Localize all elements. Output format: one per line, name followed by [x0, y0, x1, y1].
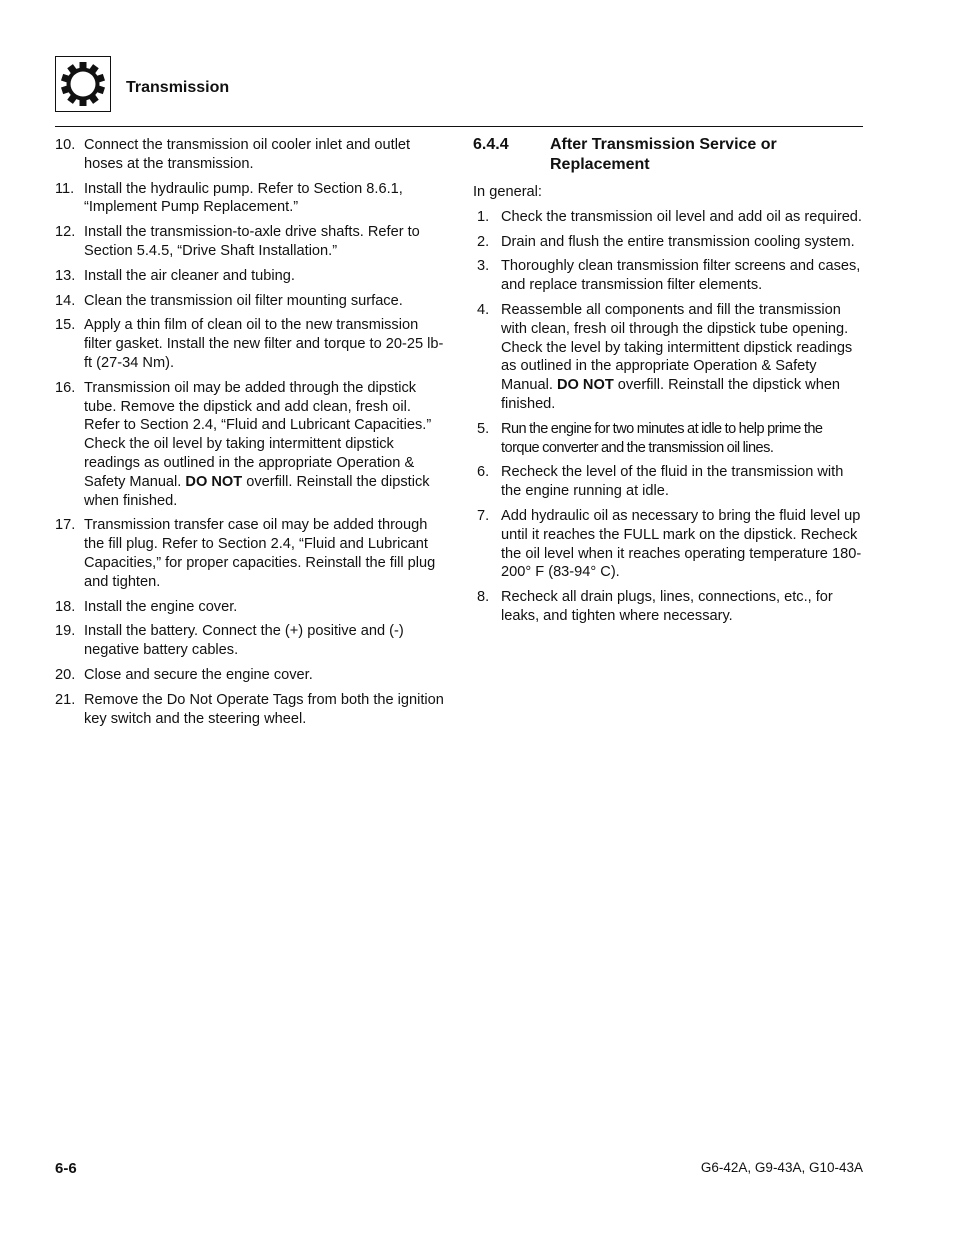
list-item — [55, 292, 447, 311]
page-section-title: Transmission — [126, 79, 230, 96]
service-steps-list — [473, 208, 863, 626]
list-item-text — [501, 209, 862, 225]
emphasis-text: DO NOT — [185, 473, 243, 490]
right-column — [473, 136, 863, 632]
list-item — [55, 267, 447, 286]
text-run: Reassemble all components and fill the transmission with clean, fresh oil through the dipstick tube opening. Check the level by taking intermittent dipstick readings as outlined in the appropriate Operation & Safety Manual. — [501, 301, 853, 394]
text-run: Add hydraulic oil as necessary to bring the fluid level up until it reaches the FULL mark on the dipstick. Recheck the oil level when it reaches operating temperature 180-200° F (83-94° C). — [501, 507, 862, 581]
text-run: Transmission transfer case oil may be added through the fill plug. Refer to Section 2.4, “Fluid and Lubricant Capacities,” for proper capacities. Reinstall the fill plug and tighten. — [84, 517, 436, 590]
list-item-text — [84, 599, 237, 615]
intro-text: In general: — [473, 184, 542, 200]
list-item-text — [84, 667, 313, 683]
list-item-number: 7. — [477, 507, 490, 524]
left-column — [55, 136, 447, 734]
list-item — [473, 301, 863, 414]
list-item-number: 14. — [55, 292, 76, 309]
list-item — [55, 622, 447, 660]
list-item-number: 5. — [477, 420, 490, 437]
list-item-text — [84, 181, 403, 216]
text-run: Recheck all drain plugs, lines, connections, etc., for leaks, and tighten where necessary. — [501, 589, 833, 624]
list-item-text — [501, 589, 833, 624]
text-run: Thoroughly clean transmission filter screens and cases, and replace transmission filter elements. — [501, 258, 861, 294]
text-run: Install the air cleaner and tubing. — [84, 267, 295, 284]
list-item-number: 18. — [55, 598, 76, 615]
text-run: Run the engine for two minutes at idle to help prime the torque converter and the transmission oil lines. — [501, 420, 823, 456]
list-item — [473, 257, 863, 295]
list-item — [55, 598, 447, 617]
text-run: Close and secure the engine cover. — [84, 666, 313, 683]
list-item-text — [84, 137, 410, 172]
text-run: Remove the Do Not Operate Tags from both the ignition key switch and the steering wheel. — [84, 691, 444, 727]
list-item — [55, 180, 447, 218]
list-item — [55, 379, 447, 511]
list-item-number: 20. — [55, 666, 76, 683]
list-item-number: 1. — [477, 208, 490, 225]
text-run: Connect the transmission oil cooler inlet and outlet hoses at the transmission. — [84, 137, 411, 172]
text-run: Transmission oil may be added through the dipstick tube. Remove the dipstick and add clean, fresh oil. Refer to Section 2.4, “Fluid and Lubricant Capacities.” Check the oil level by taking intermittent dipstick readings as outlined in the appropriate Operation & Safety Manual. — [84, 379, 432, 490]
section-icon-box — [55, 56, 111, 112]
list-item-number: 11. — [55, 180, 75, 197]
list-item-number: 21. — [55, 691, 76, 708]
text-run: Install the transmission-to-axle drive shafts. Refer to Section 5.4.5, “Drive Shaft Installation.” — [84, 224, 420, 259]
list-item-number: 8. — [477, 589, 490, 606]
list-item — [473, 463, 863, 501]
list-item-number: 6. — [477, 464, 490, 481]
text-run: Install the engine cover. — [84, 598, 238, 615]
emphasis-text: DO NOT — [556, 377, 614, 394]
text-run: overfill. Reinstall the dipstick when finished. — [501, 377, 841, 412]
list-item — [55, 666, 447, 685]
list-item — [55, 516, 447, 591]
list-item — [473, 420, 863, 458]
gear-icon — [59, 60, 107, 108]
subsection-number: 6.4.4 — [473, 136, 509, 153]
text-run: overfill. Reinstall the dipstick when finished. — [84, 473, 430, 509]
page-number: 6-6 — [55, 1160, 77, 1177]
list-item — [55, 691, 447, 729]
list-item — [55, 136, 447, 174]
list-item-number: 2. — [477, 233, 490, 250]
list-item-text — [501, 234, 855, 250]
list-item-text — [84, 517, 435, 589]
list-item-text — [501, 302, 852, 412]
list-item-number: 17. — [55, 517, 76, 534]
text-run: Check the transmission oil level and add oil as required. — [501, 208, 862, 225]
list-item-text — [84, 268, 295, 284]
list-item — [473, 233, 863, 252]
list-item-text — [84, 317, 443, 371]
list-item-number: 3. — [477, 258, 490, 275]
list-item-number: 12. — [55, 224, 76, 241]
list-item-number: 13. — [55, 267, 76, 284]
list-item-text — [501, 464, 843, 499]
model-numbers: G6-42A, G9-43A, G10-43A — [700, 1160, 863, 1175]
list-item-text — [84, 692, 444, 727]
text-run: Install the battery. Connect the (+) positive and (-) negative battery cables. — [84, 623, 404, 659]
list-item-number: 10. — [55, 137, 76, 153]
list-item-text — [501, 508, 861, 580]
list-item-text — [84, 293, 403, 309]
list-item-number: 19. — [55, 623, 76, 640]
list-item-number: 16. — [55, 379, 76, 396]
list-item-text — [84, 224, 420, 259]
text-run: Clean the transmission oil filter mounting surface. — [84, 292, 403, 309]
list-item-number: 15. — [55, 317, 76, 334]
list-item-text — [84, 380, 431, 509]
list-item-text — [501, 421, 822, 456]
text-run: Recheck the level of the fluid in the transmission with the engine running at idle. — [501, 464, 844, 500]
list-item — [473, 507, 863, 582]
subsection-title: After Transmission Service or Replacement — [550, 136, 777, 173]
list-item — [473, 588, 863, 626]
list-item-number: 4. — [477, 301, 490, 318]
text-run: Apply a thin film of clean oil to the new transmission filter gasket. Install the new filter and torque to 20-25 lb-ft (27-34 Nm). — [84, 317, 444, 371]
text-run: Install the hydraulic pump. Refer to Section 8.6.1, “Implement Pump Replacement.” — [84, 180, 403, 216]
text-run: Drain and flush the entire transmission cooling system. — [501, 233, 855, 250]
list-item — [473, 208, 863, 227]
list-item-text — [84, 623, 404, 658]
subsection-heading — [473, 135, 863, 174]
procedure-list — [55, 136, 447, 728]
list-item — [55, 223, 447, 261]
list-item — [55, 316, 447, 372]
list-item-text — [501, 258, 860, 293]
header-rule — [55, 126, 863, 127]
